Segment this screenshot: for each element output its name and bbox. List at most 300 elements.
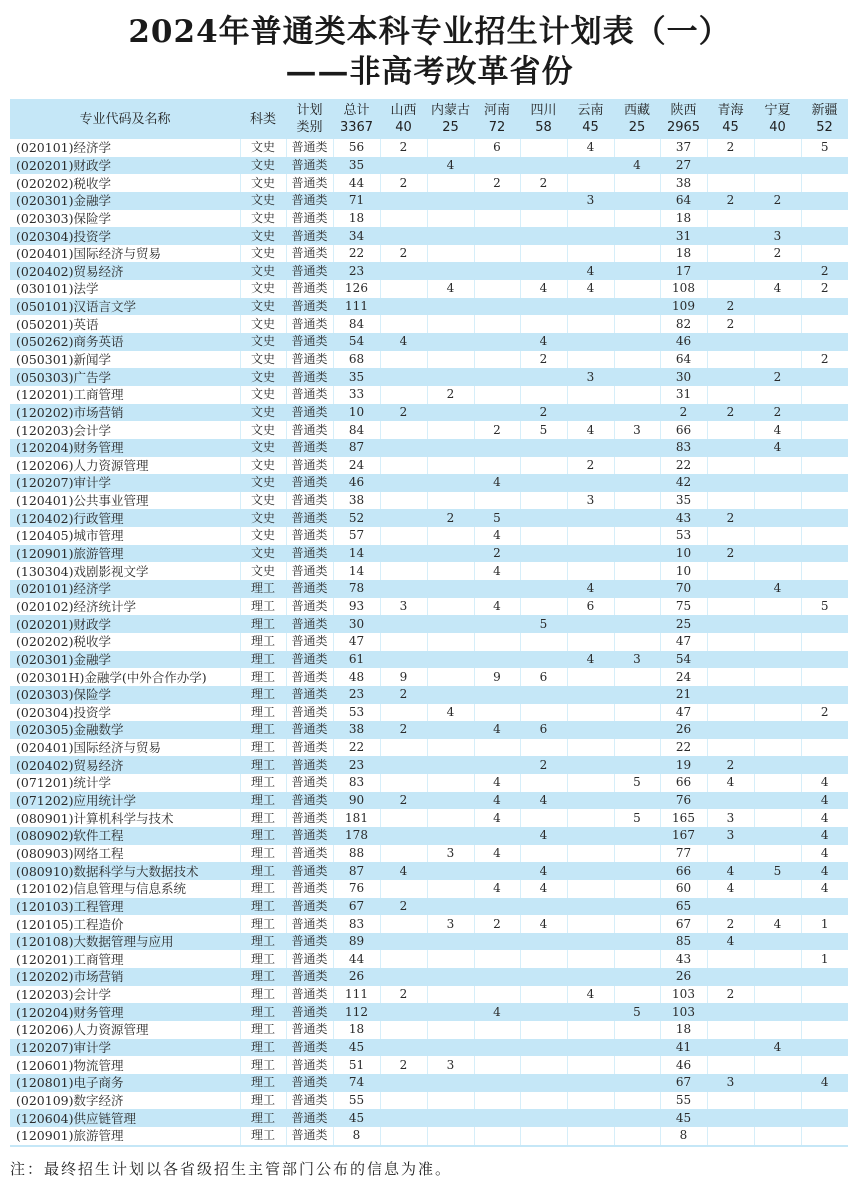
cell-total: 78	[333, 580, 380, 598]
cell-neimenggu	[427, 933, 474, 951]
cell-yunnan	[567, 898, 614, 916]
enrollment-plan-table	[10, 99, 848, 1147]
cell-ningxia: 2	[754, 245, 801, 263]
cell-plan-type: 普通类	[286, 862, 333, 880]
cell-total: 84	[333, 421, 380, 439]
cell-qinghai	[707, 157, 754, 175]
cell-shanxi: 3	[380, 598, 427, 616]
cell-yunnan	[567, 562, 614, 580]
cell-xizang	[614, 509, 660, 527]
cell-neimenggu	[427, 580, 474, 598]
cell-ningxia	[754, 792, 801, 810]
cell-sichuan	[520, 227, 567, 245]
cell-ningxia	[754, 933, 801, 951]
cell-plan-type: 普通类	[286, 668, 333, 686]
cell-ningxia	[754, 721, 801, 739]
cell-ningxia	[754, 174, 801, 192]
cell-ningxia	[754, 845, 801, 863]
cell-total: 74	[333, 1074, 380, 1092]
cell-xinjiang	[801, 298, 848, 316]
cell-qinghai	[707, 580, 754, 598]
cell-xinjiang	[801, 651, 848, 669]
cell-xizang	[614, 598, 660, 616]
cell-qinghai	[707, 527, 754, 545]
cell-plan-type: 普通类	[286, 386, 333, 404]
table-row	[10, 845, 848, 863]
cell-major-name: (071201)统计学	[16, 775, 111, 791]
cell-qinghai	[707, 615, 754, 633]
cell-neimenggu	[427, 562, 474, 580]
cell-xizang	[614, 756, 660, 774]
footnote: 注：最终招生计划以各省级招生主管部门公布的信息为准。	[10, 1160, 453, 1178]
cell-shanxi	[380, 880, 427, 898]
table-row	[10, 739, 848, 757]
cell-xinjiang	[801, 509, 848, 527]
table-row	[10, 298, 848, 316]
cell-xizang	[614, 915, 660, 933]
cell-xinjiang	[801, 439, 848, 457]
cell-shanxi: 2	[380, 986, 427, 1004]
cell-neimenggu	[427, 1092, 474, 1110]
cell-major-name: (020303)保险学	[10, 686, 240, 704]
cell-shaanxi: 67	[660, 915, 707, 933]
cell-subject: 理工	[240, 898, 286, 916]
cell-ningxia	[754, 615, 801, 633]
cell-major-name: (020401)国际经济与贸易	[16, 246, 161, 262]
cell-sichuan	[520, 686, 567, 704]
cell-yunnan	[567, 792, 614, 810]
cell-shanxi	[380, 915, 427, 933]
cell-ningxia	[754, 774, 801, 792]
cell-plan-type: 普通类	[286, 139, 333, 157]
cell-sichuan	[520, 1127, 567, 1146]
cell-ningxia	[754, 1003, 801, 1021]
cell-xinjiang: 1	[801, 915, 848, 933]
cell-shaanxi: 108	[660, 280, 707, 298]
cell-plan-type: 普通类	[286, 1092, 333, 1110]
cell-plan-type: 普通类	[286, 1074, 333, 1092]
table-row	[10, 1039, 848, 1057]
cell-total: 90	[333, 792, 380, 810]
cell-ningxia	[754, 527, 801, 545]
cell-shaanxi: 42	[660, 474, 707, 492]
cell-subject: 文史	[240, 368, 286, 386]
table-row	[10, 1092, 848, 1110]
cell-shaanxi: 10	[660, 545, 707, 563]
cell-henan	[474, 986, 520, 1004]
cell-total: 10	[333, 404, 380, 422]
cell-henan: 6	[474, 139, 520, 157]
cell-sichuan	[520, 386, 567, 404]
cell-total: 30	[333, 615, 380, 633]
cell-ningxia	[754, 562, 801, 580]
cell-ningxia	[754, 210, 801, 228]
cell-subject: 理工	[240, 721, 286, 739]
cell-qinghai	[707, 845, 754, 863]
cell-sichuan	[520, 704, 567, 722]
cell-qinghai: 3	[707, 809, 754, 827]
cell-shaanxi: 70	[660, 580, 707, 598]
cell-qinghai	[707, 1003, 754, 1021]
cell-yunnan: 4	[567, 651, 614, 669]
cell-neimenggu	[427, 598, 474, 616]
cell-shaanxi: 66	[660, 774, 707, 792]
cell-neimenggu	[427, 457, 474, 475]
cell-yunnan	[567, 633, 614, 651]
cell-shaanxi: 30	[660, 368, 707, 386]
table-row	[10, 950, 848, 968]
cell-shaanxi: 64	[660, 351, 707, 369]
cell-subject: 文史	[240, 315, 286, 333]
cell-yunnan: 4	[567, 280, 614, 298]
cell-qinghai: 4	[707, 933, 754, 951]
cell-major-name: (120405)城市管理	[16, 528, 124, 544]
cell-xizang	[614, 404, 660, 422]
cell-plan-type: 普通类	[286, 1127, 333, 1146]
cell-neimenggu: 4	[427, 157, 474, 175]
cell-neimenggu	[427, 1039, 474, 1057]
cell-neimenggu	[427, 1109, 474, 1127]
cell-plan-type: 普通类	[286, 880, 333, 898]
header-province-xizang: 西藏 25	[614, 99, 660, 139]
cell-shaanxi: 55	[660, 1092, 707, 1110]
cell-plan-type: 普通类	[286, 545, 333, 563]
cell-xizang	[614, 1021, 660, 1039]
cell-yunnan	[567, 686, 614, 704]
cell-neimenggu	[427, 333, 474, 351]
cell-subject: 理工	[240, 704, 286, 722]
cell-shanxi	[380, 280, 427, 298]
cell-xinjiang	[801, 457, 848, 475]
cell-shaanxi: 37	[660, 139, 707, 157]
cell-shaanxi: 54	[660, 651, 707, 669]
cell-shaanxi: 31	[660, 227, 707, 245]
cell-xizang	[614, 1039, 660, 1057]
cell-xinjiang	[801, 404, 848, 422]
cell-shanxi	[380, 492, 427, 510]
cell-plan-type: 普通类	[286, 1109, 333, 1127]
cell-xinjiang	[801, 1109, 848, 1127]
cell-sichuan	[520, 457, 567, 475]
cell-shanxi	[380, 845, 427, 863]
cell-shanxi	[380, 545, 427, 563]
cell-plan-type: 普通类	[286, 704, 333, 722]
cell-neimenggu	[427, 368, 474, 386]
cell-shaanxi: 41	[660, 1039, 707, 1057]
cell-shaanxi: 43	[660, 509, 707, 527]
cell-xinjiang	[801, 721, 848, 739]
cell-total: 33	[333, 386, 380, 404]
cell-henan	[474, 157, 520, 175]
cell-subject: 理工	[240, 1092, 286, 1110]
cell-qinghai	[707, 1109, 754, 1127]
cell-xizang	[614, 315, 660, 333]
cell-subject: 理工	[240, 968, 286, 986]
cell-qinghai	[707, 950, 754, 968]
cell-xizang	[614, 457, 660, 475]
cell-major-name: (020201)财政学	[10, 157, 240, 175]
cell-total: 14	[333, 562, 380, 580]
cell-subject: 理工	[240, 933, 286, 951]
cell-ningxia	[754, 880, 801, 898]
cell-sichuan	[520, 509, 567, 527]
cell-henan	[474, 1056, 520, 1074]
cell-total: 44	[333, 950, 380, 968]
cell-major-name: (120103)工程管理	[10, 898, 240, 916]
cell-xizang	[614, 950, 660, 968]
cell-total: 55	[333, 1092, 380, 1110]
cell-henan	[474, 368, 520, 386]
cell-xizang	[614, 739, 660, 757]
cell-neimenggu	[427, 1074, 474, 1092]
cell-qinghai	[707, 1127, 754, 1146]
cell-xinjiang: 4	[801, 845, 848, 863]
cell-shaanxi: 83	[660, 439, 707, 457]
cell-total: 8	[333, 1127, 380, 1146]
cell-yunnan	[567, 1056, 614, 1074]
cell-shanxi: 9	[380, 668, 427, 686]
table-row	[10, 262, 848, 280]
cell-xizang	[614, 1056, 660, 1074]
cell-total: 126	[333, 280, 380, 298]
cell-qinghai	[707, 1039, 754, 1057]
cell-sichuan	[520, 1109, 567, 1127]
cell-xinjiang: 4	[801, 774, 848, 792]
cell-xinjiang	[801, 933, 848, 951]
cell-ningxia: 4	[754, 915, 801, 933]
cell-neimenggu	[427, 351, 474, 369]
cell-plan-type: 普通类	[286, 210, 333, 228]
cell-yunnan	[567, 721, 614, 739]
cell-neimenggu	[427, 245, 474, 263]
cell-qinghai: 2	[707, 509, 754, 527]
cell-yunnan	[567, 404, 614, 422]
cell-xizang	[614, 986, 660, 1004]
cell-shanxi: 2	[380, 898, 427, 916]
cell-xizang	[614, 439, 660, 457]
cell-xinjiang	[801, 315, 848, 333]
cell-major-name: (020101)经济学	[10, 580, 240, 598]
cell-sichuan	[520, 1003, 567, 1021]
cell-neimenggu	[427, 950, 474, 968]
cell-xinjiang	[801, 615, 848, 633]
cell-shaanxi: 165	[660, 809, 707, 827]
cell-subject: 理工	[240, 827, 286, 845]
cell-subject: 理工	[240, 615, 286, 633]
cell-shanxi	[380, 827, 427, 845]
table-row	[10, 862, 848, 880]
cell-qinghai	[707, 704, 754, 722]
cell-sichuan	[520, 139, 567, 157]
cell-subject: 文史	[240, 474, 286, 492]
cell-shanxi	[380, 192, 427, 210]
cell-shaanxi: 167	[660, 827, 707, 845]
cell-xizang	[614, 192, 660, 210]
cell-yunnan	[567, 880, 614, 898]
cell-sichuan	[520, 527, 567, 545]
cell-ningxia	[754, 1109, 801, 1127]
cell-qinghai	[707, 651, 754, 669]
cell-henan	[474, 404, 520, 422]
table-row	[10, 721, 848, 739]
cell-neimenggu	[427, 474, 474, 492]
cell-shanxi	[380, 756, 427, 774]
cell-neimenggu	[427, 633, 474, 651]
cell-total: 35	[333, 157, 380, 175]
cell-ningxia: 4	[754, 280, 801, 298]
cell-subject: 理工	[240, 1127, 286, 1146]
cell-shaanxi: 26	[660, 721, 707, 739]
cell-shanxi	[380, 457, 427, 475]
cell-total: 48	[333, 668, 380, 686]
cell-xizang	[614, 792, 660, 810]
cell-xizang	[614, 333, 660, 351]
cell-xinjiang	[801, 421, 848, 439]
cell-subject: 理工	[240, 1021, 286, 1039]
cell-shaanxi: 22	[660, 739, 707, 757]
cell-xinjiang: 5	[801, 598, 848, 616]
cell-yunnan	[567, 1127, 614, 1146]
cell-neimenggu	[427, 174, 474, 192]
cell-henan	[474, 686, 520, 704]
cell-xinjiang	[801, 245, 848, 263]
cell-plan-type: 普通类	[286, 1021, 333, 1039]
cell-sichuan: 4	[520, 333, 567, 351]
cell-sichuan	[520, 262, 567, 280]
cell-plan-type: 普通类	[286, 315, 333, 333]
cell-ningxia	[754, 651, 801, 669]
cell-neimenggu	[427, 298, 474, 316]
cell-yunnan	[567, 509, 614, 527]
table-row	[10, 174, 848, 192]
cell-sichuan	[520, 950, 567, 968]
cell-shanxi: 2	[380, 792, 427, 810]
cell-sichuan	[520, 739, 567, 757]
cell-neimenggu	[427, 898, 474, 916]
cell-ningxia: 4	[754, 580, 801, 598]
cell-xinjiang	[801, 898, 848, 916]
cell-shaanxi: 25	[660, 615, 707, 633]
cell-shaanxi: 45	[660, 1109, 707, 1127]
cell-subject: 文史	[240, 545, 286, 563]
cell-major-name: (120901)旅游管理	[10, 545, 240, 563]
cell-neimenggu	[427, 862, 474, 880]
cell-ningxia: 4	[754, 439, 801, 457]
cell-qinghai	[707, 351, 754, 369]
cell-subject: 理工	[240, 756, 286, 774]
cell-ningxia: 3	[754, 227, 801, 245]
cell-sichuan	[520, 439, 567, 457]
cell-shanxi: 4	[380, 862, 427, 880]
cell-henan	[474, 862, 520, 880]
cell-henan	[474, 227, 520, 245]
cell-yunnan: 3	[567, 492, 614, 510]
cell-ningxia: 2	[754, 404, 801, 422]
cell-shanxi	[380, 809, 427, 827]
cell-neimenggu	[427, 262, 474, 280]
cell-qinghai: 2	[707, 756, 754, 774]
cell-yunnan	[567, 1109, 614, 1127]
cell-xinjiang	[801, 492, 848, 510]
cell-plan-type: 普通类	[286, 439, 333, 457]
cell-qinghai: 2	[707, 139, 754, 157]
cell-yunnan	[567, 157, 614, 175]
cell-qinghai	[707, 686, 754, 704]
cell-yunnan	[567, 739, 614, 757]
cell-shaanxi: 109	[660, 298, 707, 316]
cell-sichuan: 4	[520, 915, 567, 933]
cell-subject: 理工	[240, 633, 286, 651]
cell-shaanxi: 26	[660, 968, 707, 986]
cell-shanxi	[380, 421, 427, 439]
cell-major-name: (050101)汉语言文学	[10, 298, 240, 316]
cell-major-name: (120801)电子商务	[10, 1074, 240, 1092]
cell-plan-type: 普通类	[286, 1003, 333, 1021]
cell-subject: 文史	[240, 509, 286, 527]
cell-total: 76	[333, 880, 380, 898]
cell-sichuan	[520, 968, 567, 986]
cell-plan-type: 普通类	[286, 792, 333, 810]
cell-shanxi	[380, 351, 427, 369]
cell-qinghai: 2	[707, 192, 754, 210]
cell-sichuan: 2	[520, 404, 567, 422]
cell-subject: 理工	[240, 774, 286, 792]
cell-xinjiang	[801, 1056, 848, 1074]
cell-plan-type: 普通类	[286, 457, 333, 475]
cell-sichuan	[520, 1021, 567, 1039]
cell-plan-type: 普通类	[286, 774, 333, 792]
cell-yunnan	[567, 1003, 614, 1021]
cell-xizang	[614, 298, 660, 316]
cell-shanxi	[380, 580, 427, 598]
cell-qinghai	[707, 721, 754, 739]
table-row	[10, 933, 848, 951]
cell-sichuan: 4	[520, 862, 567, 880]
cell-henan	[474, 898, 520, 916]
cell-shaanxi: 67	[660, 1074, 707, 1092]
cell-total: 44	[333, 174, 380, 192]
cell-ningxia	[754, 809, 801, 827]
cell-xizang: 3	[614, 651, 660, 669]
cell-major-name: (120604)供应链管理	[10, 1109, 240, 1127]
cell-yunnan	[567, 174, 614, 192]
cell-shanxi: 2	[380, 686, 427, 704]
cell-sichuan	[520, 492, 567, 510]
cell-qinghai	[707, 210, 754, 228]
table-row	[10, 915, 848, 933]
cell-yunnan	[567, 756, 614, 774]
table-row	[10, 210, 848, 228]
cell-total: 87	[333, 439, 380, 457]
cell-yunnan	[567, 245, 614, 263]
cell-major-name: (120207)审计学	[10, 474, 240, 492]
cell-sichuan	[520, 633, 567, 651]
cell-major-name: (020109)数字经济	[16, 1092, 124, 1108]
cell-ningxia	[754, 739, 801, 757]
cell-plan-type: 普通类	[286, 615, 333, 633]
table-row	[10, 580, 848, 598]
cell-major-name: (020301)金融学	[10, 192, 240, 210]
cell-ningxia	[754, 315, 801, 333]
table-row	[10, 827, 848, 845]
cell-sichuan	[520, 562, 567, 580]
header-province-yunnan: 云南 45	[567, 99, 614, 139]
cell-total: 84	[333, 315, 380, 333]
cell-plan-type: 普通类	[286, 598, 333, 616]
cell-subject: 文史	[240, 562, 286, 580]
cell-neimenggu: 4	[427, 704, 474, 722]
cell-yunnan: 4	[567, 580, 614, 598]
